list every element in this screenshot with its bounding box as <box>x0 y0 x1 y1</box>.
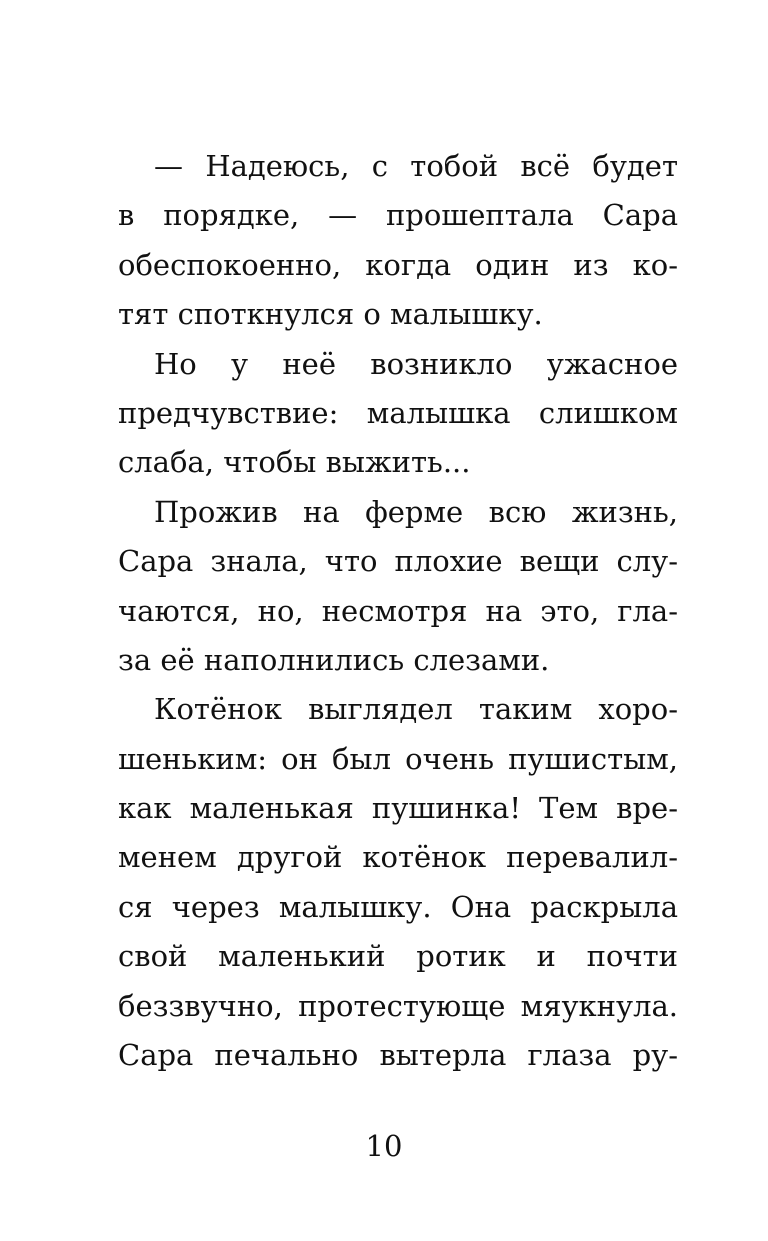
text-line: предчувствие: малышка слишком <box>118 395 678 430</box>
text-line: беззвучно, протестующе мяукнула. <box>118 988 678 1023</box>
text-line: свой маленький ротик и почти <box>118 939 678 974</box>
text-line: — Надеюсь, с тобой всё будет <box>154 149 678 183</box>
text-line: Но у неё возникло ужасное <box>154 346 678 381</box>
text-line: шеньким: он был очень пушистым, <box>118 741 678 776</box>
text-line: за её наполнились слезами. <box>118 642 550 677</box>
text-line: Котёнок выглядел таким хоро- <box>154 692 678 727</box>
text-line: Сара знала, что плохие вещи слу- <box>118 544 678 579</box>
text-line: тят споткнулся о малышку. <box>118 297 543 332</box>
page-number: 10 <box>365 1129 403 1163</box>
body-text <box>118 142 678 1080</box>
text-line: в порядке, — прошептала Сара <box>118 198 678 233</box>
text-line: как маленькая пушинка! Тем вре- <box>118 791 678 826</box>
text-line: обеспокоенно, когда один из ко- <box>118 247 678 282</box>
text-line: Сара печально вытерла глаза ру- <box>118 1038 678 1073</box>
text-line: менем другой котёнок перевалил- <box>118 840 678 875</box>
text-line: ся через малышку. Она раскрыла <box>118 889 678 924</box>
text-line: Прожив на ферме всю жизнь, <box>154 494 678 529</box>
text-line: слаба, чтобы выжить... <box>118 445 471 480</box>
text-line: чаются, но, несмотря на это, гла- <box>118 593 678 628</box>
